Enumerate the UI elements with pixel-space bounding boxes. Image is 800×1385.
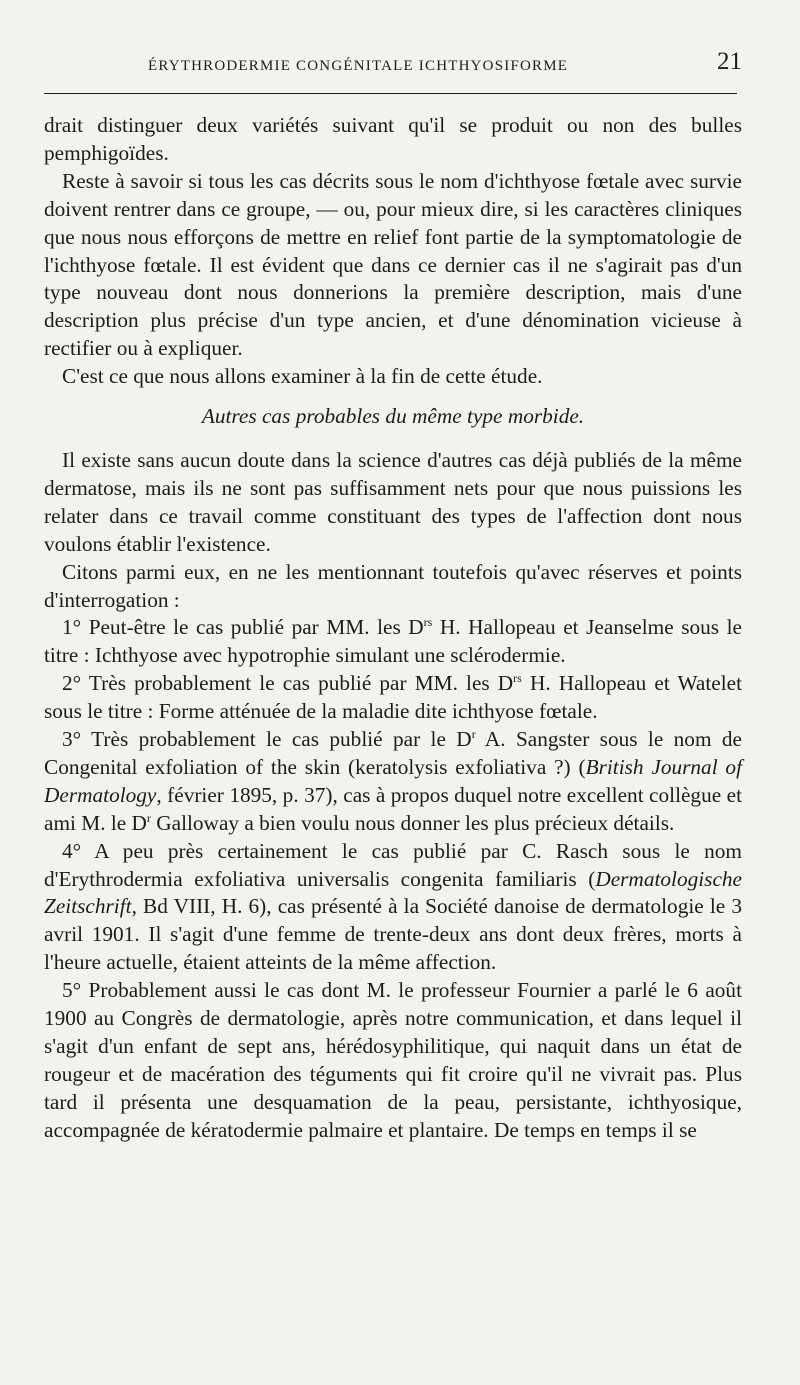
list-item-text: 2° Très probablement le cas publié par MM. les D (62, 671, 514, 696)
paragraph: Reste à savoir si tous les cas décrits sous le nom d'ichthyose fœtale avec survie doivent rentrer dans ce groupe, — ou, pour mieux dire, si les caractères cliniques que nous nous efforçons de mettre en relief font partie de la symptomatologie de l'ichthyose fœtale. Il est évident que dans ce dernier cas il ne s'agirait pas d'un type nouveau dont nous donnerions la première description, mais d'une description plus précise d'un type ancien, et d'une dénomination vicieuse à rectifier ou à expliquer. (44, 168, 742, 361)
list-item-text: H. Hallopeau et Jeanselme sous le titre : Ichthyose avec hypotrophie simulant une sclérodermie. (44, 615, 742, 668)
list-item (44, 670, 742, 726)
list-item (44, 838, 742, 978)
journal-title: British Journal of Dermatology (44, 754, 742, 807)
page-number: 21 (717, 48, 742, 75)
list-item-text: , février 1895, p. 37), cas à propos duquel notre excellent collègue et ami M. le D (44, 782, 742, 835)
superscript: r (471, 727, 476, 742)
list-item: 5° Probablement aussi le cas dont M. le professeur Fournier a parlé le 6 août 1900 au Congrès de dermatologie, après notre communication, et dans lequel il s'agit d'un enfant de sept ans, hérédosyphilitique, qui naquit dans un état de rougeur et de macération des téguments qui fit croire qu'il ne vivrait pas. Plus tard il présenta une desquamation de la peau, persistante, ichthyosique, accompagnée de kératodermie palmaire et plantaire. De temps en temps il se (44, 978, 742, 1142)
body-text (44, 112, 742, 1145)
list-item-text: 1° Peut-être le cas publié par MM. les D (62, 615, 424, 640)
journal-title: Dermatologische Zeitschrift (44, 866, 742, 919)
list-item-text: , Bd VIII, H. 6), cas présenté à la Société danoise de dermatologie le 3 avril 1901. Il s'agit d'une femme de trente-deux ans dont deux frères, morts à l'heure actuelle, étaient atteints de la même affection. (44, 894, 742, 975)
paragraph: Citons parmi eux, en ne les mentionnant toutefois qu'avec réserves et points d'interrogation : (44, 559, 742, 612)
superscript: rs (513, 671, 522, 686)
page-header (44, 48, 744, 82)
list-item (44, 726, 742, 838)
list-item-text: A. Sangster sous le nom de Congenital exfoliation of the skin (keratolysis exfoliativa ?) ( (44, 727, 742, 779)
list-item (44, 614, 742, 670)
list-item-text: 4° A peu près certainement le cas publié par C. Rasch sous le nom d'Erythrodermia exfoliativa universalis congenita familiaris ( (44, 838, 742, 891)
superscript: r (146, 810, 151, 825)
paragraph: drait distinguer deux variétés suivant qu'il se produit ou non des bulles pemphigoïdes. (44, 113, 742, 165)
superscript: rs (423, 615, 433, 630)
paragraph: C'est ce que nous allons examiner à la fin de cette étude. (62, 364, 543, 389)
paragraph: Il existe sans aucun doute dans la science d'autres cas déjà publiés de la même dermatose, mais ils ne sont pas suffisamment nets pour que nous puissions les relater dans ce travail comme constituant des types de l'affection dont nous voulons établir l'existence. (44, 447, 742, 556)
list-item-text: H. Hallopeau et Watelet sous le titre : Forme atténuée de la maladie dite ichthyose fœtale. (44, 671, 742, 724)
section-heading: Autres cas probables du même type morbide. (201, 404, 585, 429)
running-title: ÉRYTHRODERMIE CONGÉNITALE ICHTHYOSIFORME (148, 58, 569, 74)
header-rule (44, 93, 737, 94)
list-item-text: Galloway a bien voulu nous donner les plus précieux détails. (150, 810, 675, 835)
list-item-text: 3° Très probablement le cas publié par le D (62, 727, 472, 752)
